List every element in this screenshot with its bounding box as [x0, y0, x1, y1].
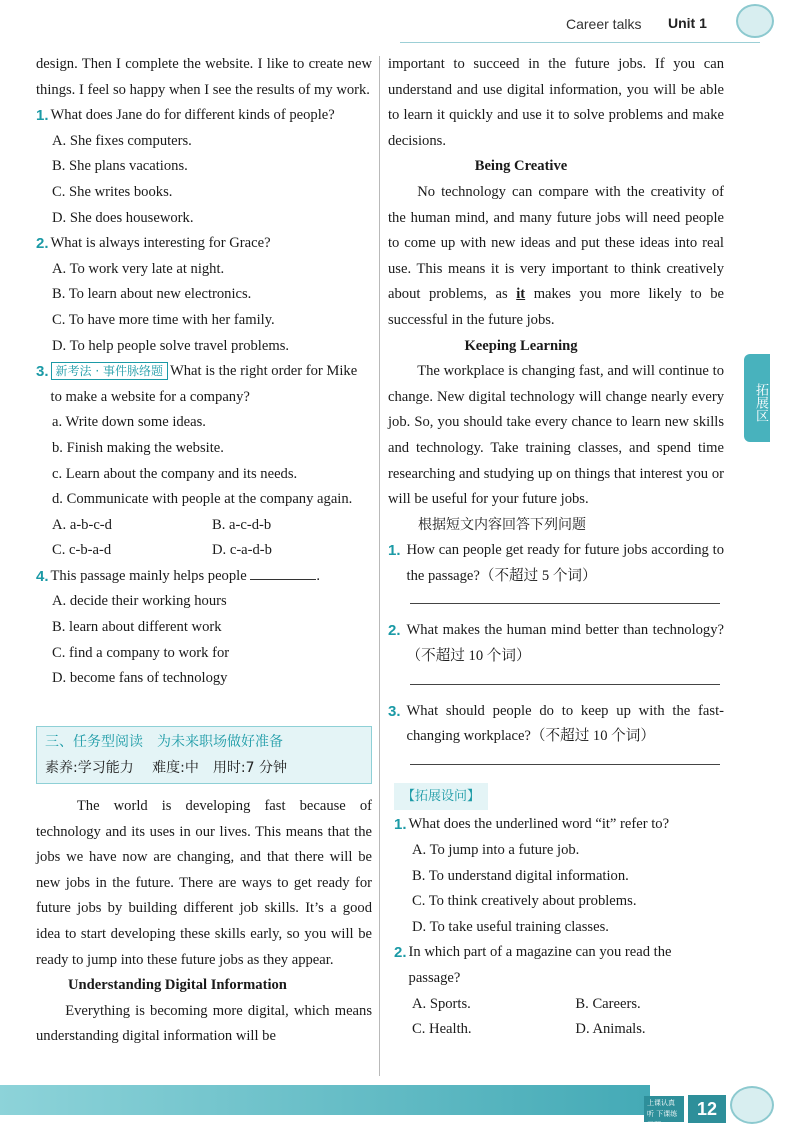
- question-text: What does the underlined word “it” refer to?: [408, 816, 670, 833]
- option-row: [388, 992, 724, 1018]
- passage-paragraph: important to succeed in the future jobs. If you can understand and use digital information, you will be able to learn it quickly and use it to solve problems and make decisions.: [388, 56, 724, 149]
- section-header-box: [36, 726, 372, 784]
- option[interactable]: B. Careers.: [575, 995, 641, 1012]
- question-number: 2.: [394, 944, 407, 962]
- question-text: What is always interesting for Grace?: [50, 235, 271, 252]
- footer-badge: 上课认真听 下课练习题: [644, 1096, 684, 1122]
- question-text: In which part of a magazine can you read the passage?: [408, 944, 672, 986]
- question-number: 2.: [388, 622, 401, 640]
- option-row: [36, 513, 372, 539]
- answer-line[interactable]: [410, 764, 720, 765]
- option[interactable]: A. She fixes computers.: [52, 132, 192, 149]
- short-question-1: [388, 538, 724, 589]
- option[interactable]: D. become fans of technology: [52, 670, 228, 687]
- step-item: b. Finish making the website.: [52, 439, 224, 456]
- underlined-word: it: [516, 286, 526, 303]
- option[interactable]: C. find a company to work for: [52, 644, 230, 661]
- short-question-2: [388, 618, 724, 669]
- short-question-3: [388, 699, 724, 750]
- option[interactable]: B. To understand digital information.: [412, 867, 629, 884]
- page-header: [0, 0, 800, 44]
- step-item: a. Write down some ideas.: [52, 414, 206, 431]
- intro-paragraph: design. Then I complete the website. I like to create new things. I feel so happy when I see the results of my work.: [36, 56, 372, 98]
- question-text: What should people do to keep up with the fast-changing workplace?（不超过 10 个词）: [406, 702, 724, 745]
- option[interactable]: A. Sports.: [412, 995, 471, 1012]
- task-instruction: 根据短文内容回答下列问题: [418, 516, 586, 533]
- step-item: c. Learn about the company and its needs.: [52, 465, 298, 482]
- option[interactable]: C. She writes books.: [52, 183, 173, 200]
- passage-heading: Keeping Learning: [464, 337, 578, 354]
- section-title: 三、任务型阅读 为未来职场做好准备: [45, 734, 283, 750]
- question-text: What makes the human mind better than technology?（不超过 10 个词）: [406, 622, 724, 665]
- left-column-passage: [36, 794, 372, 1050]
- question-number: 1.: [388, 542, 401, 560]
- option[interactable]: D. To help people solve travel problems.: [52, 337, 290, 354]
- option[interactable]: D. She does housework.: [52, 209, 194, 226]
- extension-side-tab[interactable]: 拓展区: [744, 354, 770, 442]
- passage-paragraph: The workplace is changing fast, and will continue to change. New digital technology will change nearly every job. So, you should take every chance to learn new skills and technology. Take training classes, and spend time researching and studying up on things that interest you or will be useful for your future jobs.: [388, 363, 724, 508]
- column-divider: [379, 56, 380, 1076]
- passage-paragraph: [388, 180, 724, 334]
- question-number: 3.: [36, 363, 49, 381]
- extension-title: 【拓展设问】: [394, 783, 488, 811]
- step-item: d. Communicate with people at the company again.: [52, 491, 353, 508]
- brand-logo-icon: [736, 4, 774, 38]
- passage-paragraph: Everything is becoming more digital, which means understanding digital information will be: [36, 1002, 372, 1045]
- header-divider: [400, 42, 760, 43]
- page-number: 12: [688, 1095, 726, 1123]
- option[interactable]: A. To work very late at night.: [52, 260, 225, 277]
- left-column: [36, 52, 372, 692]
- question-text: [51, 359, 372, 410]
- extension-question-2: [388, 940, 724, 991]
- question-4: [36, 564, 372, 590]
- question-text: What does Jane do for different kinds of people?: [50, 107, 335, 124]
- question-2: [36, 231, 372, 257]
- option[interactable]: D. To take useful training classes.: [412, 918, 609, 935]
- question-text: How can people get ready for future jobs according to the passage?（不超过 5 个词）: [406, 542, 724, 584]
- question-type-tag: 新考法 · 事件脉络题: [51, 362, 168, 380]
- option[interactable]: D. c-a-d-b: [212, 542, 272, 559]
- header-section-title: Career talks: [566, 16, 642, 32]
- passage-text: makes you more likely to be successful in the future jobs.: [388, 286, 724, 328]
- question-text-body: What is the right order for Mike to make a website for a company?: [50, 363, 358, 405]
- extension-question-1: [388, 812, 724, 838]
- section-info: 素养:学习能力 难度:中 用时:7 分钟: [45, 760, 287, 776]
- question-number: 3.: [388, 702, 401, 720]
- passage-paragraph: The world is developing fast because of technology and its uses in our lives. This means that the jobs we have now are changing, and that there will be new jobs in the future. There are ways to get ready for future jobs by building different job skills. It’s a good idea to start developing these skills early, so you will be ready to jump into these future jobs as they appear.: [36, 798, 372, 968]
- answer-line[interactable]: [410, 603, 720, 604]
- option-row: [36, 538, 372, 564]
- question-text-before: This passage mainly helps people: [50, 567, 247, 584]
- question-number: 1.: [36, 107, 49, 125]
- option-row: [388, 1017, 724, 1043]
- question-3: [36, 359, 372, 410]
- question-text-after: .: [316, 567, 320, 584]
- question-number: 2.: [36, 235, 49, 253]
- option[interactable]: C. c-b-a-d: [52, 542, 112, 559]
- passage-heading: Understanding Digital Information: [68, 977, 287, 994]
- option[interactable]: D. Animals.: [575, 1021, 646, 1038]
- option[interactable]: B. To learn about new electronics.: [52, 286, 252, 303]
- question-1: [36, 103, 372, 129]
- option[interactable]: A. decide their working hours: [52, 593, 227, 610]
- header-unit-label: Unit 1: [668, 15, 707, 31]
- question-number: 4.: [36, 567, 49, 585]
- passage-text: No technology can compare with the creativity of the human mind, and many future jobs will need people to come up with new ideas and put these ideas into real use. This means it is very important to think creatively about problems, as: [388, 183, 724, 303]
- brand-logo-icon: [730, 1086, 774, 1124]
- option[interactable]: C. To have more time with her family.: [52, 311, 275, 328]
- footer-band: [0, 1085, 650, 1115]
- option[interactable]: A. To jump into a future job.: [412, 842, 580, 859]
- option[interactable]: B. learn about different work: [52, 619, 222, 636]
- option[interactable]: C. To think creatively about problems.: [412, 893, 637, 910]
- answer-blank[interactable]: [250, 566, 316, 580]
- option[interactable]: C. Health.: [412, 1021, 472, 1038]
- right-column: [388, 52, 724, 1043]
- option[interactable]: B. She plans vacations.: [52, 158, 188, 175]
- option[interactable]: B. a-c-d-b: [212, 516, 272, 533]
- question-number: 1.: [394, 816, 407, 834]
- passage-heading: Being Creative: [474, 158, 568, 175]
- answer-line[interactable]: [410, 684, 720, 685]
- question-text: [51, 564, 320, 590]
- option[interactable]: A. a-b-c-d: [52, 516, 112, 533]
